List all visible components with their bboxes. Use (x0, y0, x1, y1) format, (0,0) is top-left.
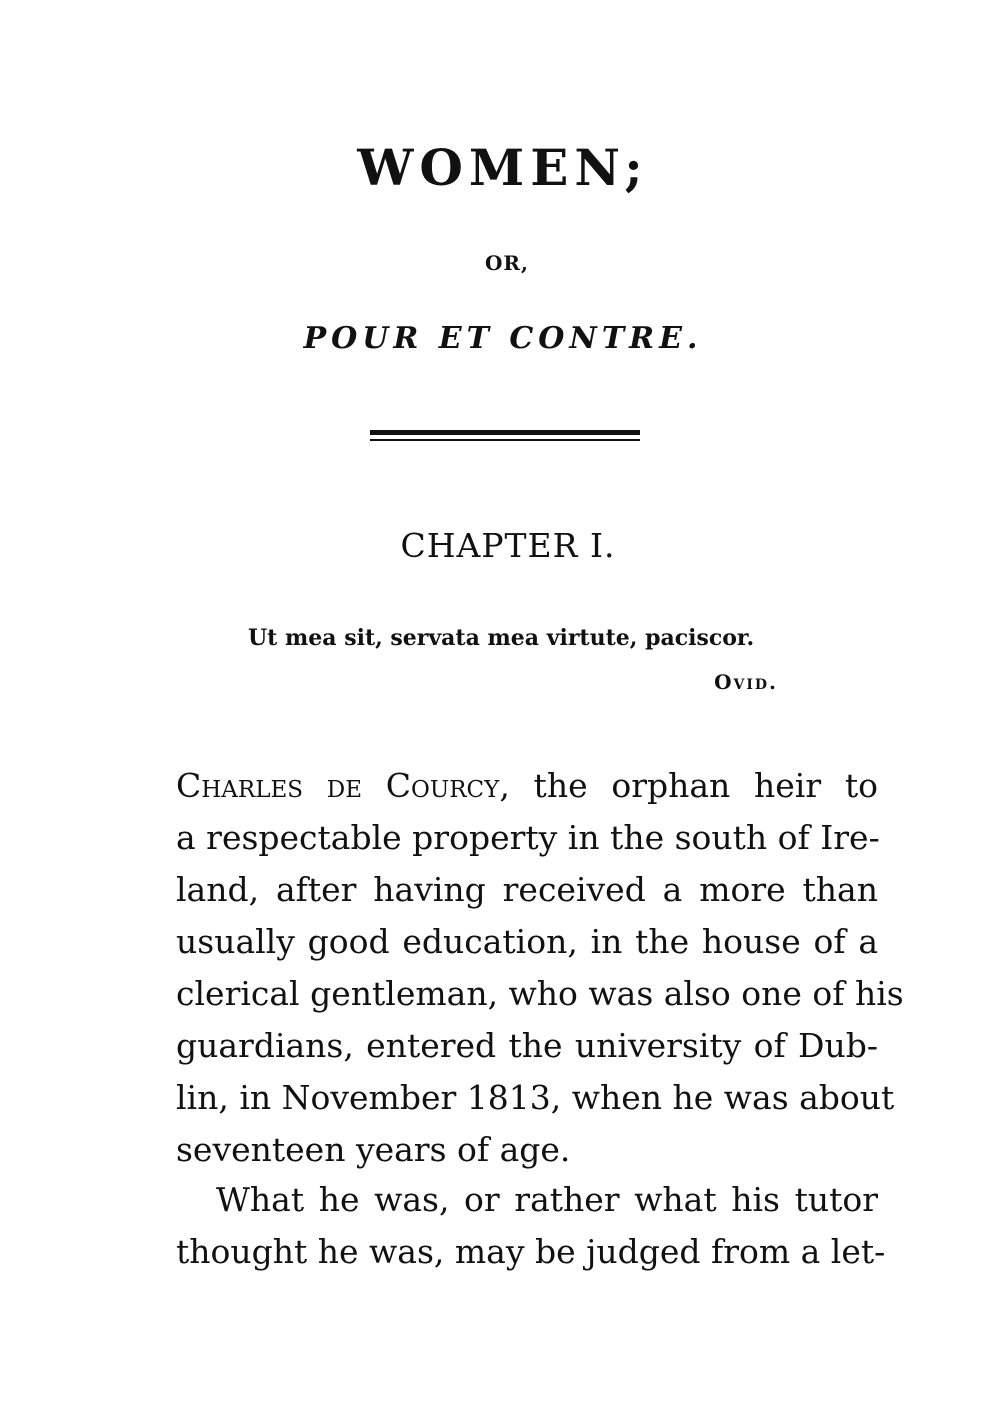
rule-thick-line (370, 430, 640, 435)
paragraph-line: usually good education, in the house of a (176, 922, 878, 961)
paragraph-line: land, after having received a more than (176, 870, 878, 909)
paragraph-line-text: the orphan heir to (509, 766, 878, 805)
opening-name: Charles de Courcy, (176, 766, 510, 805)
book-subtitle: POUR ET CONTRE. (303, 321, 703, 356)
paragraph-line: What he was, or rather what his tutor (216, 1180, 878, 1219)
paragraph-2 (176, 1174, 886, 1278)
paragraph-line: seventeen years of age. (176, 1130, 571, 1169)
rule-thin-line (370, 439, 640, 441)
double-rule-divider (370, 430, 640, 444)
paragraph-line (176, 760, 878, 812)
paragraph-line: guardians, entered the university of Dub- (176, 1026, 878, 1065)
title-conjunction: OR, (484, 251, 529, 275)
paragraph-line: thought he was, may be judged from a let- (176, 1232, 886, 1271)
paragraph-line: lin, in November 1813, when he was about (176, 1078, 895, 1117)
book-title: WOMEN; (357, 138, 649, 197)
chapter-epigraph: Ut mea sit, servata mea virtute, paciscor. (248, 625, 755, 651)
epigraph-attribution: Ovid. (714, 670, 778, 694)
chapter-heading: CHAPTER I. (400, 526, 616, 565)
paragraph-line: clerical gentleman, who was also one of his (176, 974, 904, 1013)
paragraph-1 (176, 760, 904, 1176)
paragraph-line: a respectable property in the south of Ire- (176, 818, 880, 857)
